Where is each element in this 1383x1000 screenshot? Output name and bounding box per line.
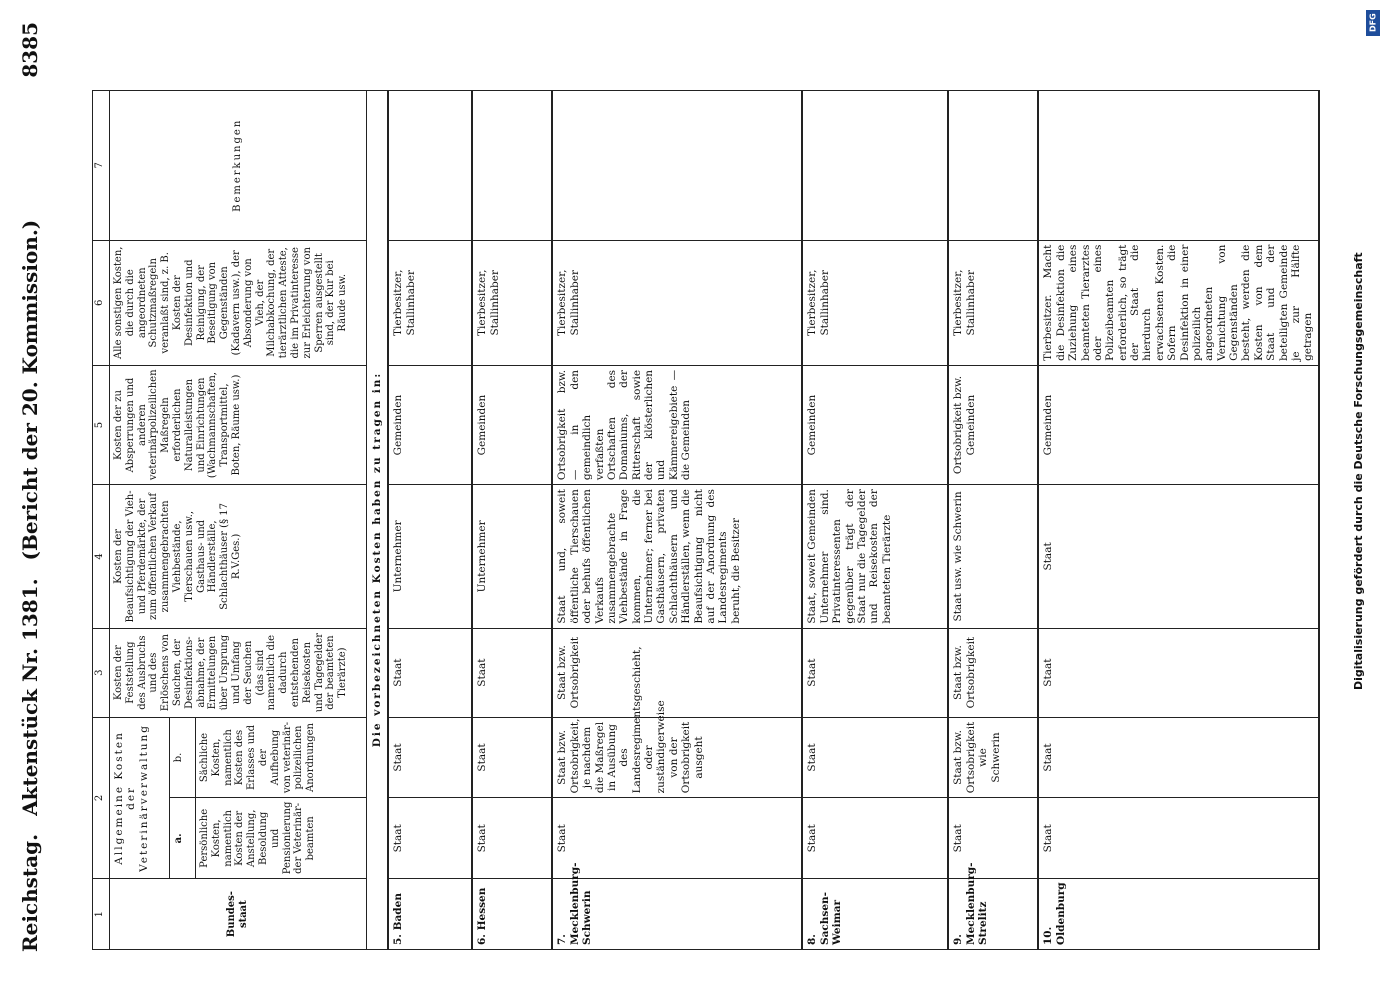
cell-col7 bbox=[552, 91, 802, 241]
column-number: 4 bbox=[93, 485, 110, 629]
section-heading-row bbox=[367, 91, 389, 950]
cost-table bbox=[92, 90, 1320, 950]
cell-col3: Staat bbox=[472, 628, 552, 717]
header-col3: Kosten der Feststellung des Ausbruchs und des Erlöschens von Seuchen, der Desinfektions-abnahme, der Ermittelungen über Ursprung und Umfang der Seuchen (das sind namentlich die dadurch entstehenden Reisekosten und Tagegelder der beamteten Tierärzte) bbox=[110, 628, 367, 717]
cell-col2a: Staat bbox=[552, 798, 802, 879]
header-col2b: Sächliche Kosten, namentlich Kosten des Erlasses und der Aufhebung von veterinär-polizeilichen Anordnungen bbox=[196, 717, 367, 798]
column-number: 3 bbox=[93, 628, 110, 717]
table-bottom-rule bbox=[1318, 91, 1319, 950]
cell-col6: Tierbesitzer, Stallinhaber bbox=[948, 240, 1038, 365]
header-sub-b: b. bbox=[170, 717, 196, 798]
header-col4: Kosten der Beaufsichtigung der Vieh- und Pferdemärkte, der zum öffentlichen Verkauf zusammengebrachten Viehbestände, Tierschauen usw., Gasthaus- und Händlerställe, Schlachthäuser (§ 17 R.V.Ges.) bbox=[110, 485, 367, 629]
cell-col2a: Staat bbox=[802, 798, 948, 879]
cell-col4: Staat, soweit Gemeinden Unternehmer sind. Privatinteressenten gegenüber trägt der Staat nur die Tagegelder und Reisekosten der beamteten Tierärzte bbox=[802, 485, 948, 629]
cell-col2b: Staat bbox=[802, 717, 948, 798]
table-row bbox=[388, 91, 472, 950]
header-main-title: Aktenstück Nr. 1381. bbox=[18, 578, 42, 816]
table-row bbox=[552, 91, 802, 950]
table-row bbox=[948, 91, 1038, 950]
cell-col3: Staat bbox=[802, 628, 948, 717]
cell-col4: Staat usw. wie Schwerin bbox=[948, 485, 1038, 629]
cell-col2b: Staat bbox=[472, 717, 552, 798]
cell-col6: Tierbesitzer, Stallinhaber bbox=[388, 240, 472, 365]
cell-col2a: Staat bbox=[472, 798, 552, 879]
state-name: 9. Mecklenburg-Strelitz bbox=[948, 879, 1038, 950]
column-number: 7 bbox=[93, 91, 110, 241]
cell-col5: Ortsobrigkeit bzw. Gemeinden bbox=[948, 365, 1038, 484]
header-col6: Alle sonstigen Kosten, die durch die angeordneten Schutzmaßregeln veranlaßt sind, z. B. Kosten der Desinfektion und Reinigung, der Beseitigung von Gegenständen (Kadavern usw.), der Absonderung von Vieh, der Milchabkochung, der tierärztlichen Atteste, die im Privatinteresse zur Erleichterung von Sperren ausgestellt sind, der Kur bei Räude usw. bbox=[110, 240, 367, 365]
cell-col2b: Staat bbox=[1038, 717, 1318, 798]
cell-col3: Staat bzw. Ortsobrigkeit bbox=[948, 628, 1038, 717]
cell-col4: Unternehmer bbox=[472, 485, 552, 629]
cell-col3: Staat bbox=[1038, 628, 1318, 717]
table-row bbox=[1038, 91, 1318, 950]
cell-col2a: Staat bbox=[388, 798, 472, 879]
cell-col2b: Staat bzw. Ortsobrigkeit wie Schwerin bbox=[948, 717, 1038, 798]
digitization-credit: Digitalisierung gefördert durch die Deutsche Forschungsgemeinschaft bbox=[1352, 252, 1365, 690]
cell-col4: Staat bbox=[1038, 485, 1318, 629]
cell-col6: Tierbesitzer, Stallinhaber bbox=[552, 240, 802, 365]
header-subtitle: (Bericht der 20. Kommission.) bbox=[18, 219, 42, 561]
column-number: 2 bbox=[93, 717, 110, 879]
table-row bbox=[472, 91, 552, 950]
state-name: 7. Mecklenburg-Schwerin bbox=[552, 879, 802, 950]
cell-col2a: Staat bbox=[1038, 798, 1318, 879]
column-number: 1 bbox=[93, 879, 110, 950]
header-sub-a: a. bbox=[170, 798, 196, 879]
cell-col2b: Staat bzw. Ortsobrigkeit, je nachdem die Maßregel in Ausübung des Landesregimentsgeschieht, oder zuständigerweise von der Ortsobrigkeit ausgeht bbox=[552, 717, 802, 798]
header-state: Bundes-staat bbox=[110, 879, 367, 950]
cell-col7 bbox=[802, 91, 948, 241]
table-row bbox=[802, 91, 948, 950]
header-remarks: Bemerkungen bbox=[110, 91, 367, 241]
cell-col7 bbox=[948, 91, 1038, 241]
page-header bbox=[8, 0, 52, 952]
cell-col7 bbox=[388, 91, 472, 241]
cell-col7 bbox=[1038, 91, 1318, 241]
state-name: 8. Sachsen-Weimar bbox=[802, 879, 948, 950]
header-left-title: Reichstag. bbox=[18, 833, 42, 952]
cell-col5: Gemeinden bbox=[388, 365, 472, 484]
state-name: 6. Hessen bbox=[472, 879, 552, 950]
cell-col5: Ortsobrigkeit bzw. — in den gemeindlich verfaßten Ortschaften des Domaniums, der Ritterschaft sowie der klösterlichen und Kämmereigebiete — die Gemeinden bbox=[552, 365, 802, 484]
cell-col5: Gemeinden bbox=[1038, 365, 1318, 484]
cell-col5: Gemeinden bbox=[802, 365, 948, 484]
cell-col3: Staat bbox=[388, 628, 472, 717]
cell-col4: Unternehmer bbox=[388, 485, 472, 629]
cell-col2b: Staat bbox=[388, 717, 472, 798]
cost-table-container bbox=[92, 90, 1315, 950]
header-general-costs: Allgemeine Kosten der Veterinärverwaltung bbox=[110, 717, 170, 879]
column-number: 6 bbox=[93, 240, 110, 365]
section-heading: Die vorbezeichneten Kosten haben zu tragen in: bbox=[367, 240, 389, 879]
cell-col3: Staat bzw. Ortsobrigkeit bbox=[552, 628, 802, 717]
cell-col7 bbox=[472, 91, 552, 241]
state-name: 5. Baden bbox=[388, 879, 472, 950]
cell-col6: Tierbesitzer, Stallinhaber bbox=[802, 240, 948, 365]
state-name: 10. Oldenburg bbox=[1038, 879, 1318, 950]
column-number: 5 bbox=[93, 365, 110, 484]
cell-col6: Tierbesitzer. Macht die Desinfektion die Zuziehung eines beamteten Tierarztes oder eines Polizeibeamten erforderlich, so trägt der Staat die hierdurch erwachsenen Kosten. Sofern die Desinfektion in einer polizeilich angeordneten Vernichtung von Gegenständen besteht, werden die Kosten von dem Staat und der beteiligten Gemeinde je zur Hälfte getragen bbox=[1038, 240, 1318, 365]
cell-col4: Staat und, soweit öffentliche Tierschauen oder behufs öffentlichen Verkaufs zusammengebrachte Viehbestände in Frage kommen, die Unternehmer; ferner bei Gasthäusern, privaten Schlachthäusern und Händlerställen, wenn die Beaufsichtigung nicht auf der Anordnung des Landesregiments beruht, die Besitzer bbox=[552, 485, 802, 629]
header-col5: Kosten der zu Absperrungen und anderen veterinärpolizeilichen Maßregeln erforderlichen Naturalleistungen und Einrichtungen (Wachmannschaften, Transportmittel, Boten, Räume usw.) bbox=[110, 365, 367, 484]
page-number: 8385 bbox=[18, 22, 42, 78]
cell-col6: Tierbesitzer, Stallinhaber bbox=[472, 240, 552, 365]
header-group-row bbox=[110, 91, 170, 950]
cell-col2a: Staat bbox=[948, 798, 1038, 879]
column-number-row bbox=[93, 91, 110, 950]
header-col2a: Persönliche Kosten, namentlich Kosten der Anstellung, Besoldung und Pensionierung der Veterinär-beamten bbox=[196, 798, 367, 879]
cell-col5: Gemeinden bbox=[472, 365, 552, 484]
dfg-logo: DFG bbox=[1366, 10, 1380, 36]
